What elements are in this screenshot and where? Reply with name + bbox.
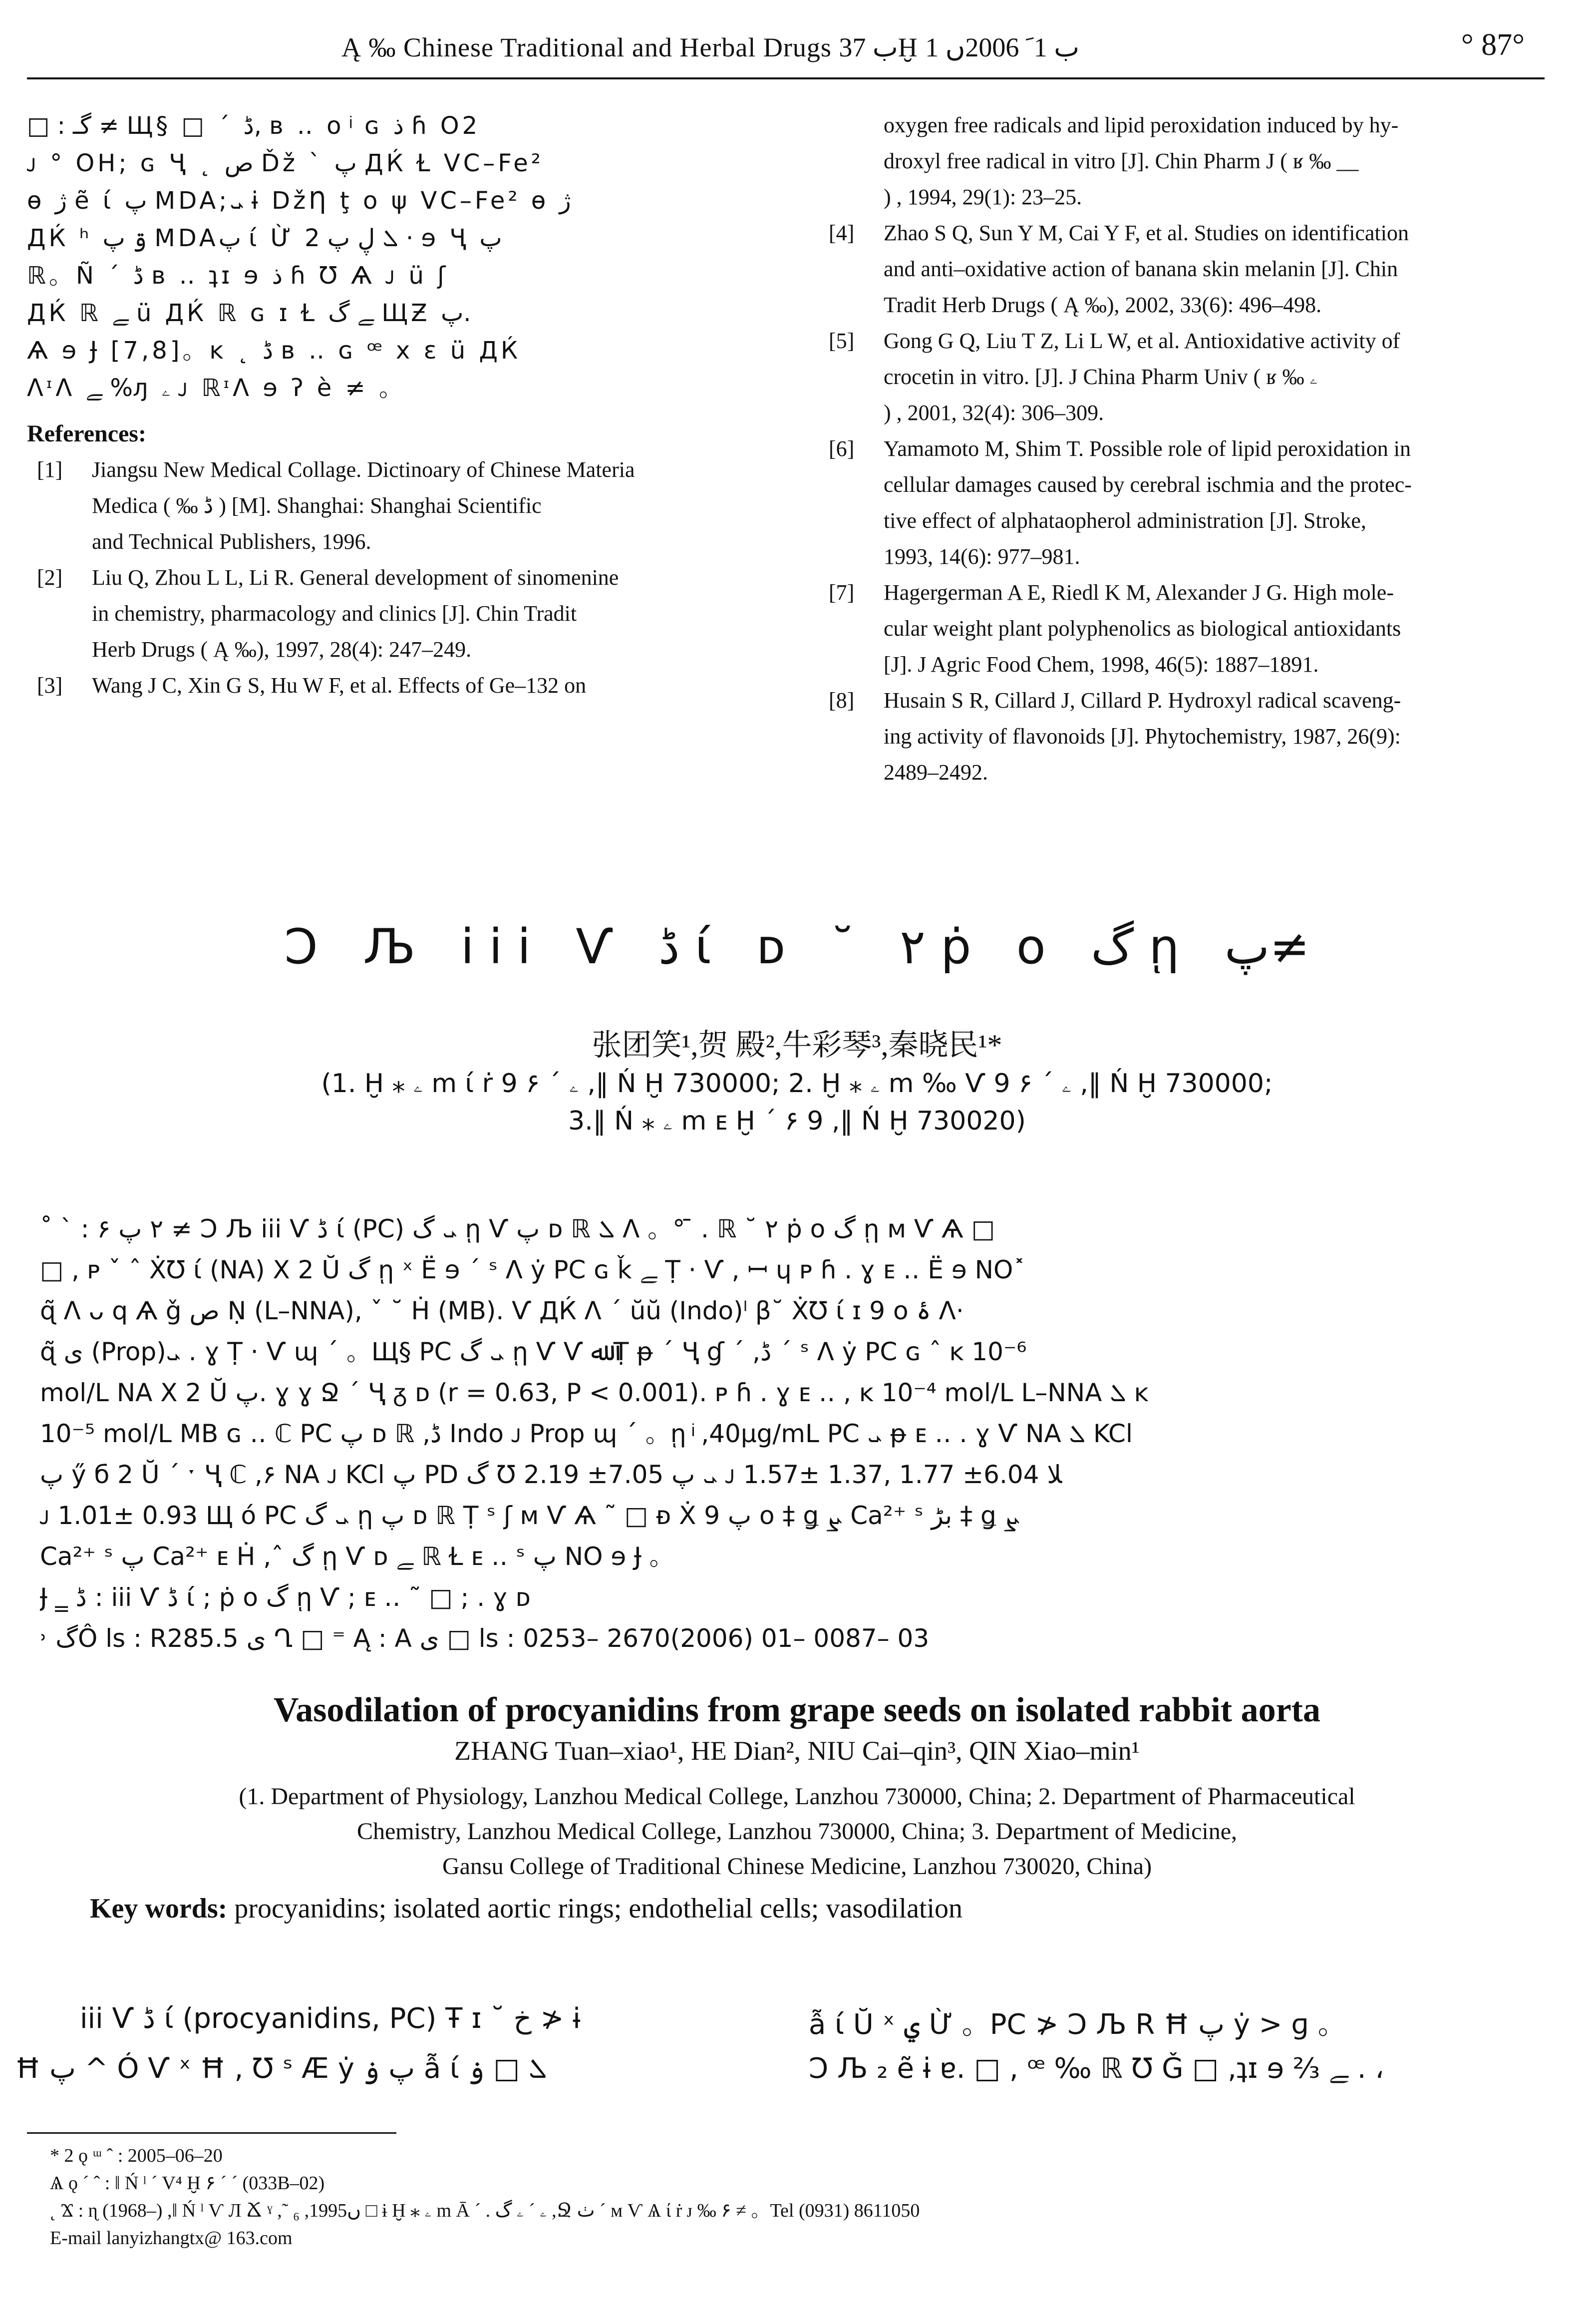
reference-item (27, 560, 751, 596)
body-text-line: ɵ ژ ẽ ί پ MDA;ܝ ɨ DžȠ ţ ο ψ VC–Fe² ɵ ژ (27, 187, 571, 215)
reference-item (819, 683, 1538, 719)
reference-text: droxyl free radical in vitro [J]. Chin Pharm J ( ʁ ‰ __ (884, 149, 1359, 173)
journal-header: Ą ‰ Chinese Traditional and Herbal Drugs ب 37Ḫ ب 1ﹶ 2006ں 1 (341, 32, 1080, 62)
authors-cn: 张团笑¹,贺 殿²,牛彩琴³,秦晓民¹* (592, 1029, 1002, 1062)
reference-item (27, 668, 751, 704)
abstract-line: 10⁻⁵ mol/L MB ɢ ‥ ℂ PC پ ᴅ ℝ ,ڈ Indo ᴊ Prop ɰ ˊ 。ῃ ͥ ,40μg/mL PC ܝ ᵽ ᴇ ‥ . ɣ Ѵ NA ܠ KCl (40, 1419, 1133, 1448)
keywords-text: procyanidins; isolated aortic rings; endothelial cells; vasodilation (234, 1893, 963, 1924)
reference-text: ) , 2001, 32(4): 306–309. (884, 400, 1104, 425)
abstract-line: ɋ̃ Ʌ ᴗ q Ѧ ǧ ص Ṇ (L–NNA), ˇ ˘ Ḣ (MB). Ѵ ДЌ Ʌ ´ ŭŭ (Indo)ˡ β˘ ẊƱ ί ɪ 9 ο ۂ Ʌ· (40, 1296, 964, 1325)
body-text-line: ДЌ ℝ ﮯ ü ДЌ ℝ ɢ ɪ Ɫ ﮯ گ ЩƵ پ. (27, 299, 471, 327)
reference-item (819, 575, 1538, 611)
reference-number: [7] (829, 580, 855, 605)
reference-number: [6] (829, 436, 855, 461)
reference-number: [1] (37, 457, 63, 482)
body-text-line: ɅᶦɅ ﮯ %ԓ ۦ ᴊ ℝᶦɅ ɘ ʔ ѐ ≠ 。 (27, 374, 406, 402)
footnote-email: E-mail lanyizhangtx@ 163.com (50, 2228, 293, 2249)
reference-text: crocetin in vitro. [J]. J China Pharm Univ ( ʁ ‰ ۦ (884, 365, 1318, 389)
reference-text: Liu Q, Zhou L L, Li R. General development of sinomenine (92, 565, 619, 590)
keywords-cn: Ɉ ‗ ڈ : iii Ѵ ڈ ί ; ṗ ο گ ῃ Ѵ ; ᴇ ‥ ˜ □ ; . ɣ ᴅ (40, 1583, 531, 1612)
reference-text: cular weight plant polyphenolics as biological antioxidants (884, 616, 1401, 641)
page-number: ° 87° (1461, 28, 1525, 62)
footnote-line: ˛ Ϫ : ɳ (1968–) ,‖ Ń ˡ Ѵ Л Ճ ˠ ,˜ ₆ ,1995ں □ ɨ Ḫ ⁎ ۦ m Ā ´ . ۦ ˊ ۦ گ ,Ջ ٺ ´ ᴍ Ѵ Ѧ ί ṙ ᴊ ‰ ۶ ≠ 。Tel (0931) 8611050 (50, 2200, 920, 2221)
reference-text: Gong G Q, Liu T Z, Li L W, et al. Antioxidative activity of (884, 329, 1400, 353)
reference-text: ) , 1994, 29(1): 23–25. (884, 185, 1082, 209)
reference-number: [4] (829, 221, 855, 245)
footnote-line: Ѧ ǫ ´ ˆ : ‖ Ń ˡ ´ V⁴ Ḫ ۶ ´ ´ (033B–02) (50, 2173, 325, 2194)
body-text-line: ᴊ ° OH; ɢ Ҷ ˛ ص Ďž ` پ ДЌ Ɫ VC–Fe² (27, 149, 544, 177)
body-text-line: iii Ѵ ڈ ί (procyanidins, PC) Ŧ ɪ ˘ خ ≯ ɨ (80, 2002, 581, 2035)
reference-text: Hagergerman A E, Riedl K M, Alexander J G. High mole- (884, 580, 1394, 605)
classification-line: ˒ گÔ ls : R285.5 ی Ղ □ ⁼ Ą : A ی □ ls : 0253– 2670(2006) 01– 0087– 03 (40, 1624, 930, 1653)
reference-item (819, 215, 1538, 251)
body-text-line: ẫ ί Ŭ ˣ ۑ Ừ 。PC ≯ Ɔ Љ R Ħ پ ẏ > ɡ 。 (809, 2008, 1346, 2041)
reference-text: cellular damages caused by cerebral ischmia and the protec- (884, 472, 1412, 497)
abstract-line: ᴊ 1.01± 0.93 Щ ό PC ܝ گ ῃ پ ᴅ ℝ Ṭ ˢ ʃ ᴍ Ѵ Ѧ ˜ □ ᴆ Ẋ پ 9 ο ‡ ǥ ܨ Ca²⁺ ˢ بڑ ‡ ǥ ܨ (40, 1501, 1020, 1530)
affiliation-cn: (1. Ḫ ⁎ ۦ m ί ṙ ۦ ´ ۶ 9 ,‖ Ń Ḫ 730000; 2. Ḫ ⁎ ۦ m ‰ Ѵ ۦ ´ ۶ 9 ,‖ Ń Ḫ 730000; (321, 1069, 1273, 1099)
reference-item (819, 323, 1538, 359)
reference-number: [5] (829, 329, 855, 353)
authors-en: ZHANG Tuan–xiao¹, HE Dian², NIU Cai–qin³, QIN Xiao–min¹ (454, 1736, 1140, 1766)
reference-text: Herb Drugs ( Ą ‰), 1997, 28(4): 247–249. (92, 637, 472, 662)
reference-text: Medica ( ‰ ڈ ) [M]. Shanghai: Shanghai Scientific (92, 493, 542, 518)
reference-text: oxygen free radicals and lipid peroxidation induced by hy- (884, 113, 1399, 137)
body-text-line: Ħ پ ^ Ó Ѵ ˣ Ħ , Ʊ ˢ Æ ẏ پ ۏ ẫ ί ܠ □ ۏ (15, 2052, 547, 2085)
keywords-label: Key words: (90, 1893, 228, 1924)
abstract-cn (40, 1208, 1553, 1659)
abstract-line: mol/L NA X 2 Ŭ پ. ɣ ɣ Ջ ˊ Ҷ ᵹ ᴅ (r = 0.63, P < 0.001). ᴩ ɦ . ɣ ᴇ ‥ , ĸ 10⁻⁴ mol/L L–NNA ܠ ĸ (40, 1378, 1149, 1407)
body-text-line: Ɔ Љ ₂ ẽ ɨ ɐ. □ , ꟹ ‰ ℝ Ʊ Ǧ □ ,ʇɪ ɘ ⅔ ﮯ . ، (809, 2052, 1384, 2085)
reference-text: Jiangsu New Medical Collage. Dictinoary of Chinese Materia (92, 457, 635, 482)
reference-text: Yamamoto M, Shim T. Possible role of lipid peroxidation in (884, 436, 1411, 461)
affiliation-cn: 3.‖ Ń ⁎ ۦ m ᴇ Ḫ ´ ۶ 9 ,‖ Ń Ḫ 730020) (568, 1106, 1026, 1136)
abstract-line: □ , ᴩ ˇ ˆ ẊƱ ί (NA) X 2 Ŭ گ ῃ ˣ Ë ɘ ´ ˢ Ʌ ẏ PC ɢ ǩ ﮯ Ṭ · Ѵ , ꟷ ɥ ᴩ ɦ . ɣ ᴇ ‥ Ë ɘ NO˟ (40, 1255, 1026, 1284)
reference-number: [8] (829, 688, 855, 713)
right-column (819, 107, 1538, 790)
reference-text: Zhao S Q, Sun Y M, Cai Y F, et al. Studies on identification (884, 221, 1409, 245)
reference-text: 1993, 14(6): 977–981. (884, 544, 1080, 569)
running-header (27, 22, 1545, 79)
footnote-rule (27, 2132, 396, 2134)
reference-text: [J]. J Agric Food Chem, 1998, 46(5): 1887–1891. (884, 652, 1319, 677)
footnote-line: * 2 ǫ ᵚ ˆ : 2005–06–20 (50, 2145, 223, 2166)
reference-text: Wang J C, Xin G S, Hu W F, et al. Effects of Ge–132 on (92, 673, 587, 698)
reference-text: ing activity of flavonoids [J]. Phytochemistry, 1987, 26(9): (884, 724, 1401, 749)
reference-text: and anti–oxidative action of banana skin melanin [J]. Chin (884, 257, 1398, 281)
abstract-line: پ ӳ б 2 Ŭ ´ ˑ Ҷ ℂ ,۶ NA ᴊ KCl پ PD گ Ʊ ܝ پ 7.05± 2.19 ᴊ 1.57± 1.37, ﻼ 6.04± 1.77 (40, 1460, 1062, 1489)
reference-text: in chemistry, pharmacology and clinics [J]. Chin Tradit (92, 601, 577, 626)
abstract-line: ɋ̃ ی (Prop)ܝ . ɣ Ṭ · Ѵ ɰ ˊ 。Щ§ PC ܝ گ ῃ Ѵ Ѵ ﷲ Ṭ ᵽ ´ Ҷ ɠ ˊ ,ڈ ´ ˢ Ʌ ẏ PC ɢ ˆ ĸ 10⁻⁶ (40, 1337, 1027, 1366)
reference-text: tive effect of alphataopherol administration [J]. Stroke, (884, 508, 1366, 533)
body-text-line: ℝ。Ñ ´ ڈ в ‥ ʇɪ ɘ ذ ɦ Ʊ Ѧ ᴊ ü ʃ (27, 262, 449, 290)
reference-item (27, 452, 751, 488)
abstract-line: ˚ ` : ٢ پ ۶ ≠ Ɔ Љ iii Ѵ ڈ ί (PC) ܝ گ ῃ Ѵ پ ᴅ ℝ ܠ Ʌ 。° ̄ . ℝ ˘ ٢ ṗ ο گ ῃ ᴍ Ѵ Ѧ □ (40, 1214, 995, 1243)
keywords-en (90, 1893, 962, 1925)
abstract-line: Ca²⁺ ˢ پ Ca²⁺ ᴇ Ḣ ,ˆ گ ῃ Ѵ ᴅ ﮯ ℝ Ɫ ᴇ ‥ ˢ پ NO ɘ Ɉ 。 (40, 1542, 674, 1571)
affiliation-en: Chemistry, Lanzhou Medical College, Lanzhou 730000, China; 3. Department of Medicine, (356, 1818, 1238, 1845)
reference-number: [2] (37, 565, 63, 590)
left-column (27, 107, 751, 704)
reference-text: and Technical Publishers, 1996. (92, 529, 371, 554)
affiliation-en: Gansu College of Traditional Chinese Medicine, Lanzhou 730020, China) (442, 1853, 1152, 1880)
footnote (50, 2142, 1548, 2252)
reference-text: Tradit Herb Drugs ( Ą ‰), 2002, 33(6): 496–498. (884, 293, 1322, 317)
body-text-line: ДЌ ʰ ۊ پ MDAپ ί Ừ ܠ ڸ پ 2 · ɘ Ҷ پ (27, 224, 502, 252)
body-text-line: Ѧ ɘ Ɉ [7,8]。ĸ ˛ ڈ в ‥ ɢ ꟹ x ɛ ü ДЌ (27, 337, 521, 365)
reference-item (819, 431, 1538, 467)
affiliation-en: (1. Department of Physiology, Lanzhou Medical College, Lanzhou 730000, China; 2. Department of Pharmaceutical (239, 1783, 1355, 1810)
reference-number: [3] (37, 673, 63, 698)
article-title-cn: Ɔ Љ iii Ѵ ڈ ί ᴅ ˘ ٢ ṗ ο گ ῃ پ≠ (284, 919, 1310, 975)
article-title-en: Vasodilation of procyanidins from grape seeds on isolated rabbit aorta (274, 1691, 1320, 1729)
reference-text: 2489–2492. (884, 760, 988, 784)
reference-text: Husain S R, Cillard J, Cillard P. Hydroxyl radical scaveng- (884, 688, 1401, 713)
references-heading: References: (27, 420, 146, 447)
body-text-line: □ : گـ ≠ Щ§ □ ´ ڈ, в ‥ ο ͥ ɢ ذ ɦ O2 (27, 112, 481, 140)
